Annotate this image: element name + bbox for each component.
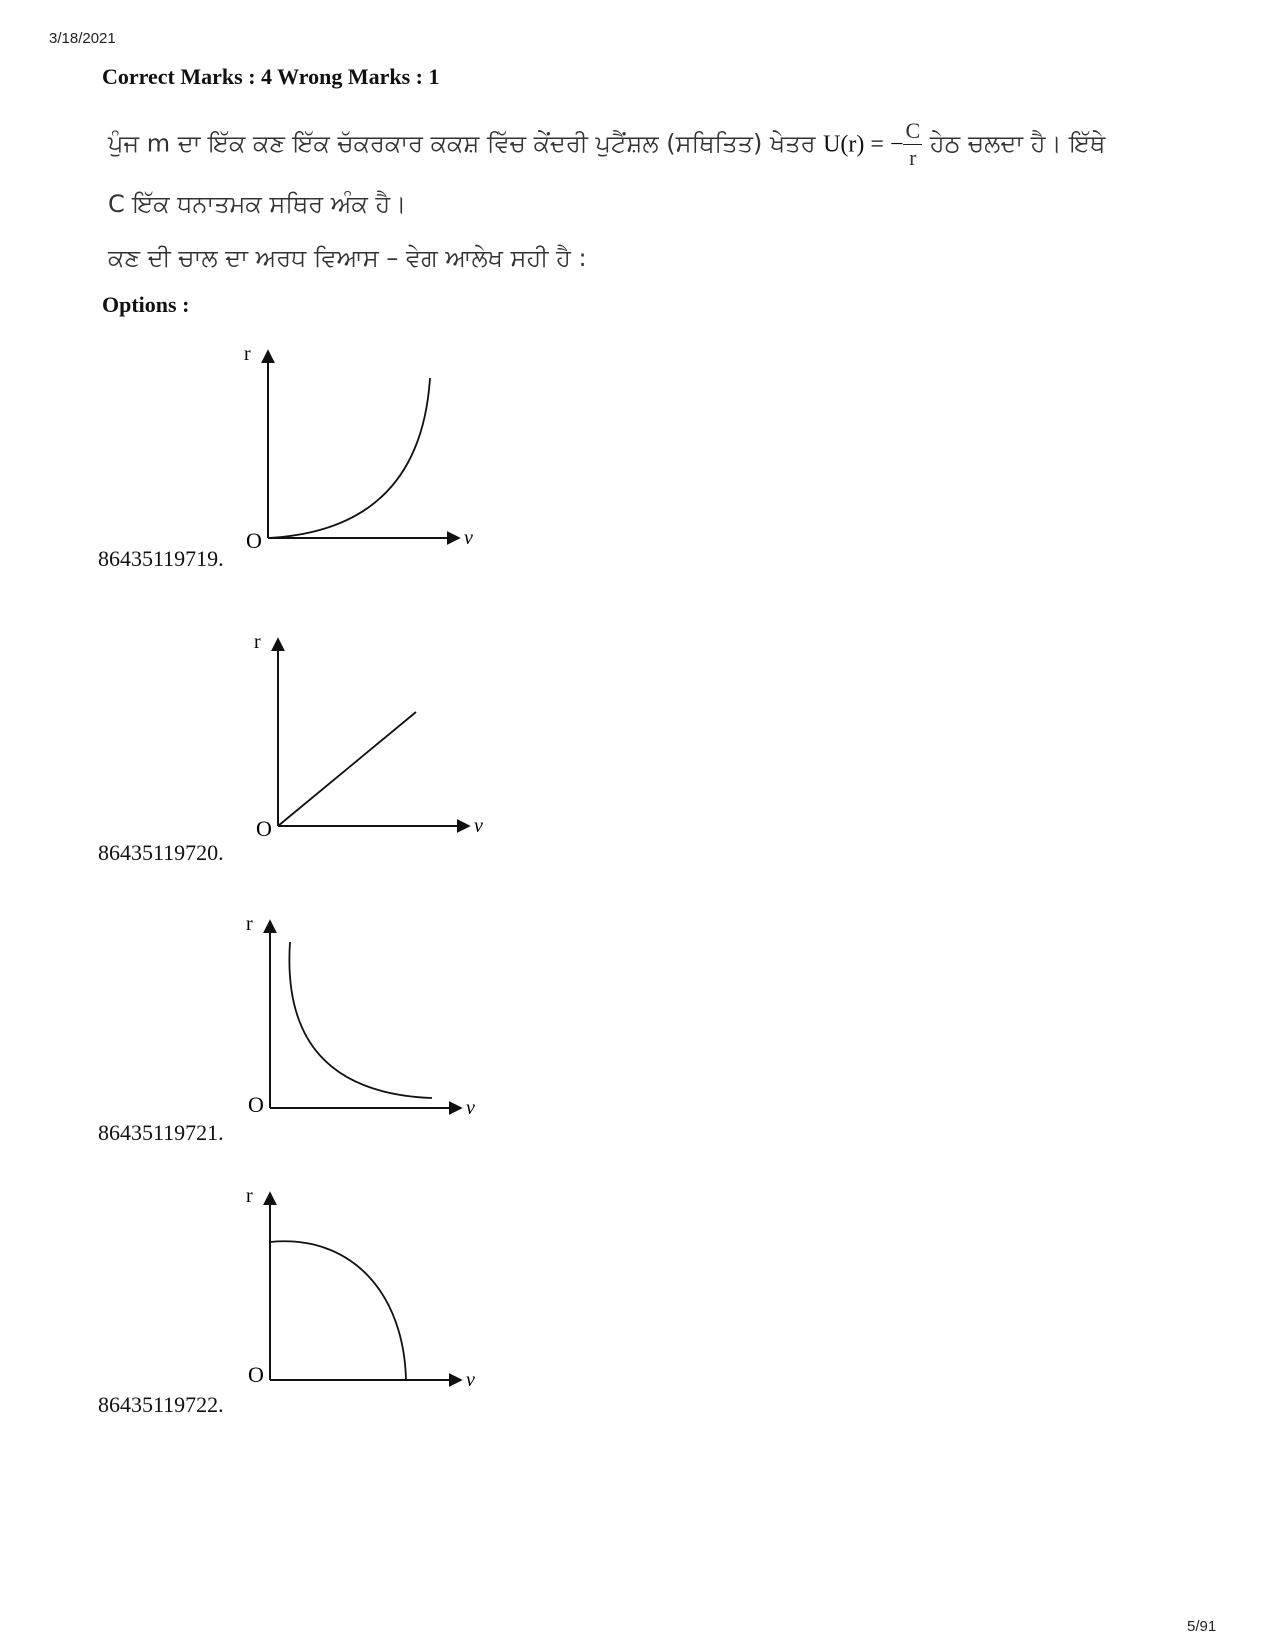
- y-axis-label: r: [246, 1185, 253, 1207]
- question-line-1: [108, 118, 1105, 171]
- question-line-3: ਕਣ ਦੀ ਚਾਲ ਦਾ ਅਰਧ ਵਿਆਸ – ਵੇਗ ਆਲੇਖ ਸਹੀ ਹੈ :: [108, 244, 587, 272]
- origin-label: O: [248, 1362, 264, 1387]
- question-text-part-2: ਹੇਠ ਚਲਦਾ ਹੈ। ਇੱਥੇ: [929, 129, 1106, 158]
- origin-label: O: [246, 528, 262, 553]
- question-text-part-1: ਪੁੰਜ m ਦਾ ਇੱਕ ਕਣ ਇੱਕ ਚੱਕਰਕਾਰ ਕਕਸ਼ ਵਿੱਚ ਕੇਂਦਰੀ ਪੁਟੈਂਸ਼ਲ (ਸਥਿਤਿਤ) ਖੇਤਰ: [108, 129, 816, 158]
- option-2-id: 86435119720.: [98, 840, 224, 865]
- origin-label: O: [248, 1092, 264, 1117]
- x-axis-label: v: [474, 815, 483, 837]
- x-axis-label: v: [464, 527, 473, 549]
- option-1-graph: [240, 340, 490, 560]
- page-number: 5/91: [1187, 1618, 1217, 1635]
- option-2-graph: [250, 628, 500, 848]
- option-4-id: 86435119722.: [98, 1392, 224, 1417]
- question-line-2: C ਇੱਕ ਧਨਾਤਮਕ ਸਥਿਰ ਅੰਕ ਹੈ।: [108, 190, 407, 218]
- option-4-graph: [242, 1184, 492, 1404]
- equation-lhs: U(r) = −: [823, 131, 904, 158]
- y-axis-label: r: [254, 631, 261, 653]
- y-axis-label: r: [244, 343, 251, 365]
- print-date: 3/18/2021: [49, 30, 116, 47]
- equation-fraction: [903, 118, 922, 171]
- x-axis-label: v: [466, 1369, 475, 1391]
- curve: [268, 378, 430, 538]
- x-axis-label: v: [466, 1097, 475, 1119]
- option-3-id: 86435119721.: [98, 1120, 224, 1145]
- curve: [270, 1241, 406, 1380]
- option-1-id: 86435119719.: [98, 546, 224, 571]
- option-3-graph: [242, 912, 492, 1132]
- fraction-denominator: r: [909, 145, 917, 170]
- origin-label: O: [256, 816, 272, 841]
- straight-line: [278, 712, 416, 826]
- curve: [289, 942, 432, 1098]
- marks-info: Correct Marks : 4 Wrong Marks : 1: [102, 64, 440, 89]
- fraction-numerator: C: [905, 118, 921, 143]
- y-axis-label: r: [246, 913, 253, 935]
- options-heading: Options :: [102, 292, 190, 317]
